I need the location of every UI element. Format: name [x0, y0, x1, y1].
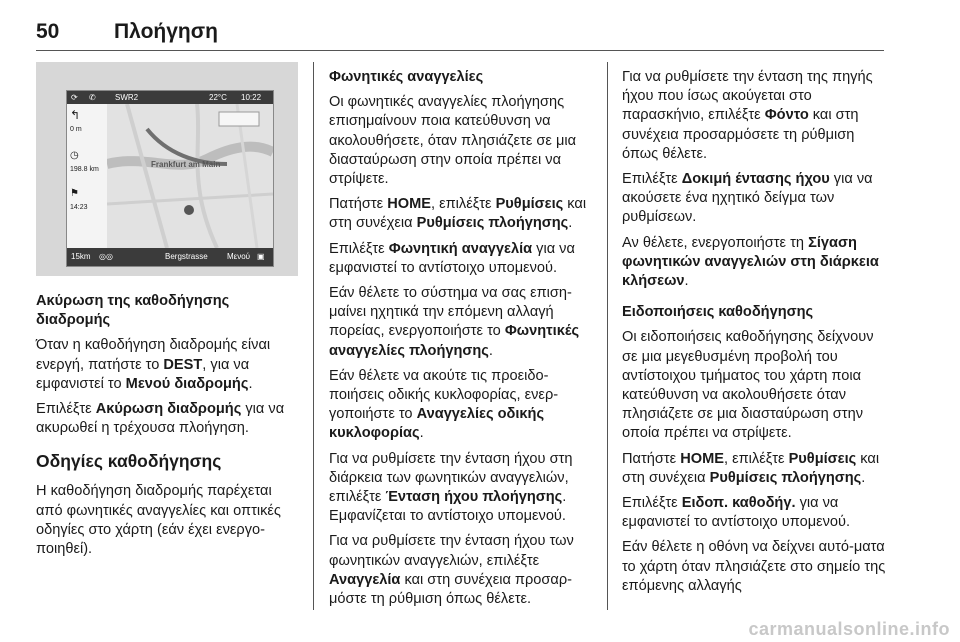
map-view — [107, 104, 273, 248]
page-title: Πλοήγηση — [114, 20, 218, 43]
paragraph: Επιλέξτε Ειδοπ. καθοδήγ. για να εμφανιστεί το αντίστοιχο υπομενού. — [622, 495, 851, 531]
column-divider-1 — [313, 62, 314, 610]
section-heading: Οδηγίες καθοδήγησης — [36, 451, 222, 472]
phone-icon: ✆ — [89, 93, 96, 102]
map-city-label: Frankfurt am Main — [151, 160, 221, 169]
column-2 — [329, 68, 595, 615]
flag-icon: ⚑ — [70, 188, 79, 199]
heading-guidance-notifications: Ειδοποιήσεις καθοδήγησης — [622, 304, 814, 321]
distance-to-turn: 0 m — [70, 126, 82, 133]
options-icon[interactable]: ◎◎ — [99, 252, 113, 261]
paragraph: Επιλέξτε Φωνητική αναγγελία για να εμφανιστεί το αντίστοιχο υπομενού. — [329, 240, 575, 276]
navigation-screen-illustration — [36, 62, 298, 276]
paragraph: Όταν η καθοδήγηση διαδρομής είναι ενεργή, πατήστε το DEST, για να εμφανιστεί το Μενού διαδρομής. — [36, 337, 271, 392]
paragraph: Οι φωνητικές αναγγελίες πλοήγησης επισημαίνουν ποια κατεύθυνση να ακολουθήσετε, όταν πλησιάζετε σε μια διασταύρωση στην οποία πρέπει να στρίψετε. — [329, 94, 577, 188]
paragraph: Για να ρυθμίσετε την ένταση της πηγής ήχου που ίσως ακούγεται στο παρασκήνιο, επιλέξτε Φόντο και στη συνέχεια προσαρμόσετε τη ρύθμιση όπως θέλετε. — [622, 69, 873, 162]
paragraph: Πατήστε HOME, επιλέξτε Ρυθμίσεις και στη συνέχεια Ρυθμίσεις πλοήγησης. — [329, 196, 587, 232]
status-bar — [67, 91, 273, 104]
arrival-time: 14:23 — [70, 204, 88, 211]
clock: 10:22 — [241, 93, 262, 102]
heading-cancel-guidance: Ακύρωση της καθοδήγησης διαδρομής — [36, 293, 230, 329]
paragraph: Οι ειδοποιήσεις καθοδήγησης δείχνουν σε μια μεγεθυσμένη προβολή του αντίστοιχου τμήματος του χάρτη ποια κατεύθυνση να ακολουθήσετε όταν πλησιάζετε σε μια διασταύρωση στην οποία πρέπει να στρίψετε. — [622, 329, 874, 442]
paragraph: Εάν θέλετε το σύστημα να σας επιση-μαίνει ηχητικά την επόμενη αλλαγή πορείας, ενεργοποιήστε το Φωνητικές αναγγελίες πλοήγησης. — [329, 285, 580, 359]
paragraph: Πατήστε HOME, επιλέξτε Ρυθμίσεις και στη συνέχεια Ρυθμίσεις πλοήγησης. — [622, 450, 880, 486]
turn-arrow-icon: ↰ — [70, 108, 81, 122]
column-divider-2 — [607, 62, 608, 610]
paragraph: Για να ρυθμίσετε την ένταση ήχου των φωνητικών αναγγελιών, επιλέξτε Αναγγελία και στη συνέχεια προσαρ-μόστε τη ρύθμιση όπως θέλετε. — [329, 533, 574, 608]
station-name: SWR2 — [115, 93, 139, 102]
paragraph: Για να ρυθμίσετε την ένταση ήχου στη διάρκεια των φωνητικών αναγγελιών, επιλέξτε Ένταση ήχου πλοήγησης. Εμφανίζεται το αντίστοιχο υπομενού. — [329, 450, 573, 525]
bottom-bar — [67, 248, 273, 266]
display-screen — [66, 90, 274, 267]
heading-voice-announcements: Φωνητικές αναγγελίες — [329, 69, 484, 85]
clock-icon: ◷ — [70, 150, 79, 161]
map-graphic — [107, 104, 273, 248]
header-rule — [36, 50, 884, 51]
paragraph: Επιλέξτε Δοκιμή έντασης ήχου για να ακούσετε ένα ηχητικό δείγμα των ρυθμίσεων. — [622, 171, 873, 226]
page-header — [0, 0, 960, 52]
current-street: Bergstrasse — [165, 252, 208, 261]
watermark: carmanualsonline.info — [748, 619, 950, 639]
column-3 — [622, 68, 886, 602]
remaining-distance: 198.8 km — [70, 166, 99, 173]
paragraph: Εάν θέλετε να ακούτε τις προειδο-ποιήσεις οδικής κυκλοφορίας, ενερ-γοποιήστε το Αναγγελίες οδικής κυκλοφορίας. — [329, 367, 559, 442]
page-number: 50 — [36, 20, 60, 43]
paragraph: Αν θέλετε, ενεργοποιήστε τη Σίγαση φωνητικών αναγγελιών στη διάρκεια κλήσεων. — [622, 234, 879, 290]
map-view-icon[interactable]: ▣ — [257, 252, 265, 261]
paragraph: Εάν θέλετε η οθόνη να δείχνει αυτό-ματα το χάρτη όταν πλησιάζετε στο σημείο της επόμενης αλλαγής — [622, 539, 886, 594]
menu-button[interactable]: Μενού — [227, 252, 251, 261]
zoom-scale[interactable]: 15km — [71, 252, 91, 261]
refresh-icon: ⟳ — [71, 93, 78, 102]
route-info-panel — [67, 104, 108, 248]
column-1 — [36, 292, 298, 565]
paragraph: Επιλέξτε Ακύρωση διαδρομής για να ακυρωθεί η τρέχουσα πλοήγηση. — [36, 401, 285, 437]
temperature: 22°C — [209, 93, 227, 102]
paragraph: Η καθοδήγηση διαδρομής παρέχεται από φωνητικές αναγγελίες και οπτικές οδηγίες στο χάρτη (εάν έχει ενεργο-ποιηθεί). — [36, 483, 281, 558]
